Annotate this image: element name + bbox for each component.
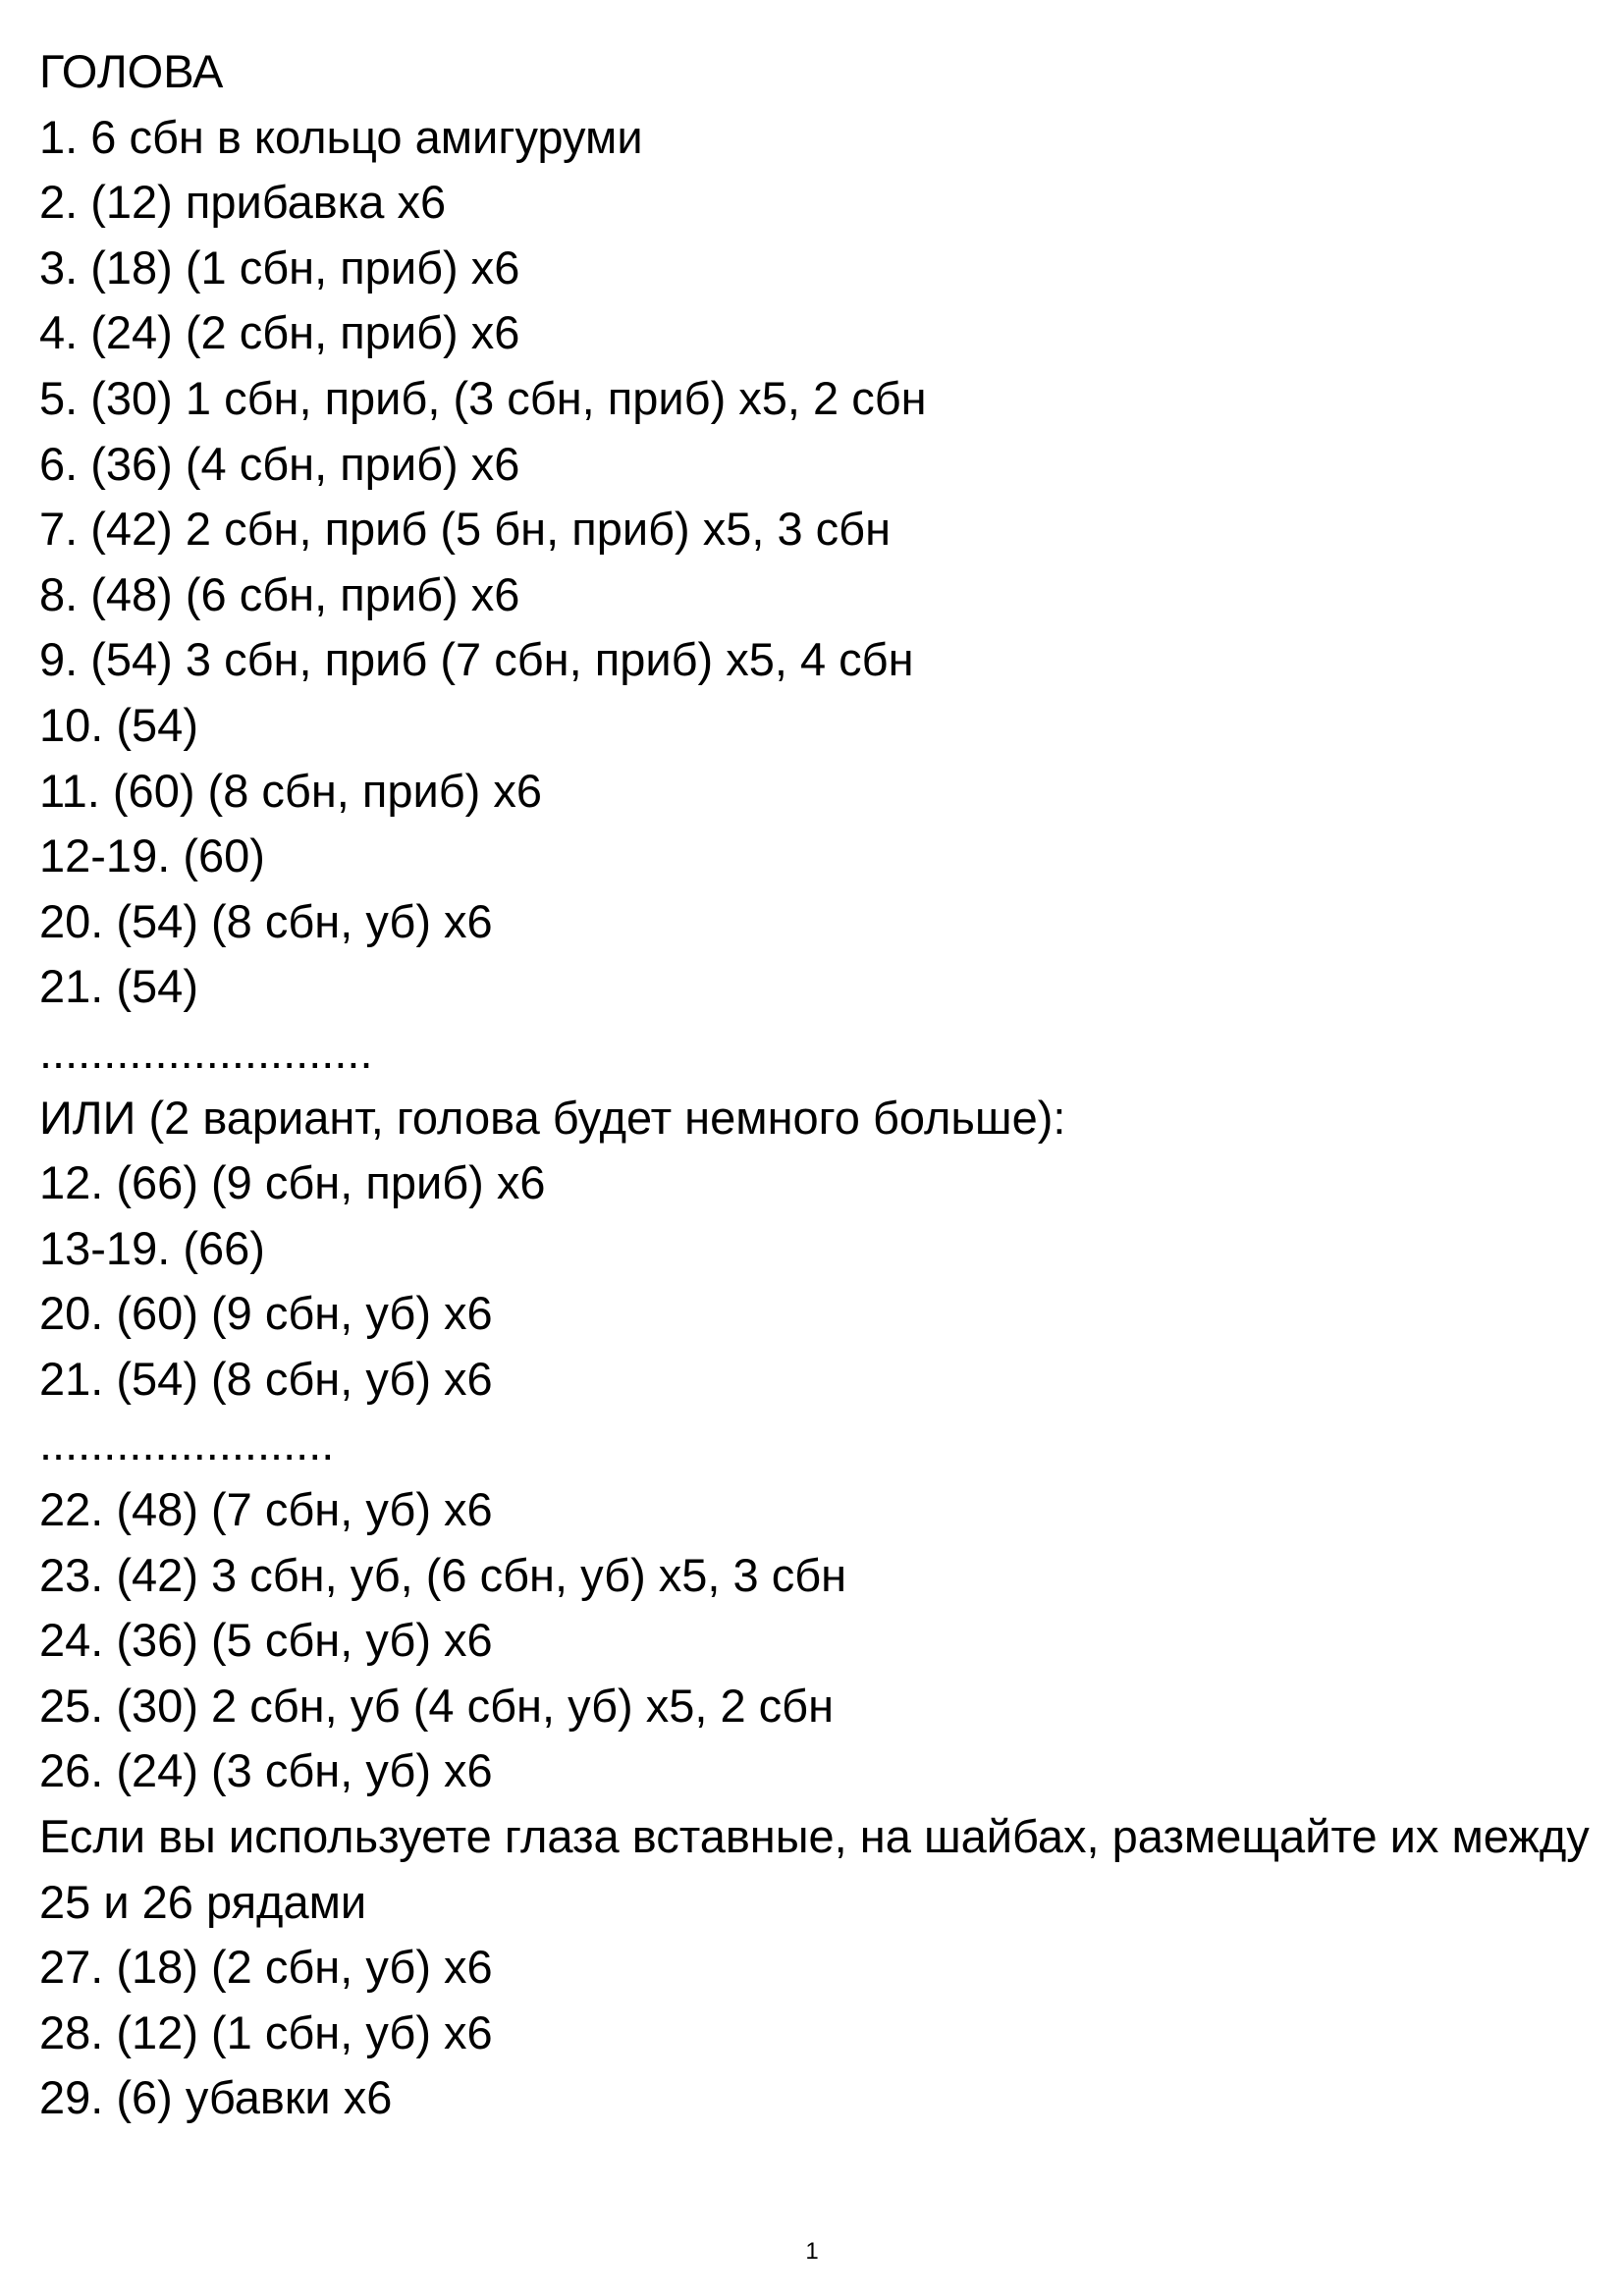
row-2: 2. (12) прибавка x6 bbox=[39, 176, 447, 229]
row-6: 6. (36) (4 сбн, приб) x6 bbox=[39, 437, 520, 490]
row-29: 29. (6) убавки x6 bbox=[39, 2071, 393, 2124]
row-10: 10. (54) bbox=[39, 698, 198, 751]
page-number: 1 bbox=[805, 2238, 819, 2265]
row-12-19: 12-19. (60) bbox=[39, 829, 265, 882]
variant-row-12: 12. (66) (9 сбн, приб) x6 bbox=[39, 1156, 546, 1209]
row-21: 21. (54) bbox=[39, 960, 198, 1013]
variant-row-20: 20. (60) (9 сбн, уб) x6 bbox=[39, 1287, 493, 1340]
separator-dots: ....................... bbox=[39, 1417, 335, 1470]
row-1: 1. 6 сбн в кольцо амигуруми bbox=[39, 110, 643, 163]
row-20: 20. (54) (8 сбн, уб) x6 bbox=[39, 894, 493, 947]
row-7: 7. (42) 2 сбн, приб (5 бн, приб) x5, 3 сбн bbox=[39, 503, 892, 556]
row-9: 9. (54) 3 сбн, приб (7 сбн, приб) x5, 4 сбн bbox=[39, 633, 914, 686]
row-25: 25. (30) 2 сбн, уб (4 сбн, уб) x5, 2 сбн bbox=[39, 1679, 835, 1732]
row-11: 11. (60) (8 сбн, приб) x6 bbox=[39, 764, 542, 817]
variant-row-21: 21. (54) (8 сбн, уб) x6 bbox=[39, 1352, 493, 1405]
row-27: 27. (18) (2 сбн, уб) x6 bbox=[39, 1941, 493, 1994]
row-3: 3. (18) (1 сбн, приб) x6 bbox=[39, 240, 520, 294]
row-8: 8. (48) (6 сбн, приб) x6 bbox=[39, 567, 520, 620]
row-23: 23. (42) 3 сбн, уб, (6 сбн, уб) x5, 3 сбн bbox=[39, 1548, 847, 1601]
row-5: 5. (30) 1 сбн, приб, (3 сбн, приб) x5, 2 сбн bbox=[39, 371, 927, 424]
row-28: 28. (12) (1 сбн, уб) x6 bbox=[39, 2005, 493, 2058]
variant-row-13-19: 13-19. (66) bbox=[39, 1221, 265, 1274]
page-title: ГОЛОВА bbox=[39, 45, 224, 97]
row-4: 4. (24) (2 сбн, приб) x6 bbox=[39, 306, 520, 359]
document-body bbox=[39, 39, 1591, 2131]
row-26: 26. (24) (3 сбн, уб) x6 bbox=[39, 1744, 493, 1797]
separator-dots: .......................... bbox=[39, 1025, 373, 1078]
row-24: 24. (36) (5 сбн, уб) x6 bbox=[39, 1614, 493, 1667]
variant-heading: ИЛИ (2 вариант, голова будет немного больше): bbox=[39, 1091, 1066, 1144]
row-22: 22. (48) (7 сбн, уб) x6 bbox=[39, 1483, 493, 1536]
eyes-note: Если вы используете глаза вставные, на шайбах, размещайте их между 25 и 26 рядами bbox=[39, 1810, 1590, 1928]
